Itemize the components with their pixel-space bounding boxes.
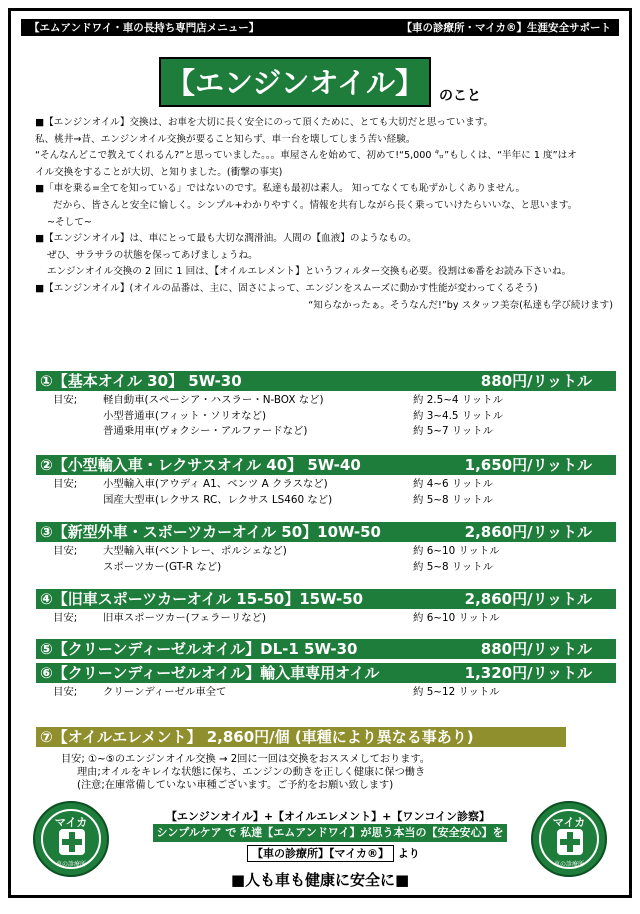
element-note: (注意;在庫常備していない車種ございます。ご予約をお願い致します) (77, 780, 394, 791)
clinic-emblem-left (33, 801, 109, 877)
menu-item-2-band (36, 455, 616, 475)
table-row (53, 560, 613, 576)
row-amount: 約 3~4.5 リットル (413, 409, 503, 422)
clinic-emblem-right (531, 801, 607, 877)
slogan-band: シンプルケア で 私達【エムアンドワイ】が思う本当の【安全安心】を (153, 824, 507, 842)
element-band-text: ⑦【オイルエレメント】 2,860円/個 (車種により異なる事あり) (40, 728, 474, 746)
row-car: クリーンディーゼル車全て (103, 686, 227, 698)
table-row (53, 611, 613, 627)
intro-line: だから、皆さんと安全に愉しく。シンプル+わかりやすく。情報を共有しながら長く乗っていけたらいいな、と思います。 (53, 199, 578, 211)
menu-item-1-band (36, 371, 616, 391)
row-label: 目安; (53, 394, 78, 406)
table-row (53, 477, 613, 493)
menu-item-name: ③【新型外車・スポーツカーオイル 50】10W-50 (40, 523, 381, 541)
intro-line: ~そして~ (47, 216, 92, 228)
row-amount: 約 5~8 リットル (413, 493, 494, 506)
menu-item-4-band (36, 589, 616, 609)
header-left: 【エムアンドワイ・車の長持ち専門店メニュー】 (29, 22, 260, 34)
menu-item-2-rows (53, 477, 613, 508)
menu-item-3-band (36, 522, 616, 542)
menu-item-7-band (36, 727, 566, 747)
intro-line: ぜひ、サラサラの状態を保ってあげましょうね。 (47, 249, 258, 261)
row-label: 目安; (53, 612, 78, 624)
page-title-suffix: のこと (439, 88, 481, 104)
intro-line: ■【エンジンオイル】交換は、お車を大切に長く安全にのって頂くために、とても大切だと思っています。 (35, 117, 494, 128)
row-amount: 約 5~8 リットル (413, 560, 494, 573)
row-car: 小型普通車(フィット・ソリオなど) (103, 409, 267, 422)
table-row (53, 544, 613, 560)
menu-item-name: ⑥【クリーンディーゼルオイル】輸入車専用オイル (40, 664, 380, 682)
cross-icon (59, 829, 85, 855)
intro-line: ■【エンジンオイル】は、車にとって最も大切な潤滑油。人間の【血液】のようなもの。 (35, 233, 417, 245)
menu-item-name: ②【小型輸入車・レクサスオイル 40】 5W-40 (40, 456, 361, 474)
row-amount: 約 4~6 リットル (413, 478, 494, 490)
intro-line: エンジンオイル交換の 2 回に 1 回は、【オイルエレメント】というフィルター交換も必要。役割は⑥番をお読み下さいね。 (47, 266, 572, 278)
menu-item-1-rows (53, 393, 613, 440)
row-amount: 約 5~12 リットル (413, 686, 500, 698)
header-bar (21, 19, 619, 36)
emblem-brand: マイカ (54, 816, 88, 829)
row-amount: 約 6~10 リットル (413, 545, 500, 557)
menu-item-price: 880円/リットル (480, 372, 592, 390)
row-amount: 約 5~7 リットル (413, 425, 494, 437)
page-title: 【エンジンオイル】 (159, 57, 431, 107)
row-car: 小型輸入車(アウディ A1、ベンツ A クラスなど) (103, 478, 328, 490)
menu-page (8, 8, 632, 898)
shop-name: 【車の診療所】【マイカ®】 (247, 845, 394, 862)
row-car: 大型輸入車(ベントレー、ポルシェなど) (103, 545, 287, 557)
intro-text (35, 115, 617, 314)
intro-line: ■「車を乗る=全てを知っている」ではないのです。私達も最初は素人。 知ってなくても恥ずかしくありません。 (35, 183, 526, 195)
row-car: 普通乗用車(ヴォクシー・アルファードなど) (103, 425, 308, 437)
health-slogan: ■人も車も健康に安全に■ (230, 871, 410, 889)
menu-item-price: 2,860円/リットル (464, 590, 592, 608)
table-row (53, 409, 613, 425)
table-row (53, 393, 613, 409)
menu-item-price: 2,860円/リットル (464, 523, 592, 541)
table-row (53, 493, 613, 509)
row-car: 国産大型車(レクサス RC、レクサス LS460 など) (103, 493, 333, 506)
element-note: 理由;オイルをキレイな状態に保ち、エンジンの動きを正しく健康に保つ働き (77, 767, 426, 778)
cross-icon (557, 829, 583, 855)
row-amount: 約 6~10 リットル (413, 612, 500, 624)
menu-item-name: ⑤【クリーンディーゼルオイル】DL-1 5W-30 (40, 640, 358, 658)
menu-item-price: 1,320円/リットル (464, 664, 592, 682)
row-car: スポーツカー(GT-R など) (103, 560, 222, 573)
intro-line: 私、桃井→昔、エンジンオイル交換が要ること知らず、車一台を壊してしまう苦い経験。 (35, 133, 416, 145)
row-label (53, 493, 103, 509)
menu-item-price: 880円/リットル (480, 640, 592, 658)
row-label: 目安; (53, 686, 78, 698)
intro-line: ■【エンジンオイル】(オイルの品番は、主に、固さによって、エンジンをスムーズに動かす性能が変わってくるそう) (35, 282, 538, 294)
emblem-brand: マイカ (552, 816, 586, 829)
shop-name-line (247, 845, 420, 861)
emblem-motto: 車の診療所 (553, 861, 584, 868)
combo-text: 【エンジンオイル】+【オイルエレメント】+【ワンコイン診察】 (165, 810, 491, 823)
intro-line: “そんなんどこで教えてくれるん?”と思っていました。。。車屋さんを始めて、初めて!“5,000 ㌔”もしくは、“半年に 1 度”はオ (35, 150, 577, 162)
element-notes (61, 753, 430, 792)
row-label (53, 560, 103, 576)
header-right: 【車の診療所・マイカ®】生涯安全サポート (401, 22, 611, 34)
table-row (53, 424, 613, 440)
intro-line: イル交換をすることが大切、と知りました。(衝撃の事実) (35, 166, 283, 178)
row-amount: 約 2.5~4 リットル (413, 394, 503, 406)
row-label: 目安; (53, 478, 78, 490)
intro-line: “知らなかったぁ。そうなんだ!”by スタッフ美奈(私達も学び続けます) (308, 299, 613, 311)
table-row (53, 685, 613, 701)
row-label (53, 409, 103, 425)
menu-item-6-rows (53, 685, 613, 701)
menu-item-name: ①【基本オイル 30】 5W-30 (40, 372, 242, 390)
menu-item-name: ④【旧車スポーツカーオイル 15-50】15W-50 (40, 590, 364, 608)
row-car: 旧車スポーツカー(フェラーリなど) (103, 612, 267, 624)
element-note: 目安; ①~⑤のエンジンオイル交換 → 2回に一回は交換をおススメしております。 (61, 754, 430, 765)
shop-suffix: より (397, 847, 420, 860)
menu-item-price: 1,650円/リットル (464, 456, 592, 474)
row-car: 軽自動車(スペーシア・ハスラー・N-BOX など) (103, 394, 324, 406)
menu-item-3-rows (53, 544, 613, 575)
row-label: 目安; (53, 545, 78, 557)
emblem-motto: 車の診療所 (55, 861, 86, 868)
menu-item-5-band (36, 639, 616, 659)
menu-item-4-rows (53, 611, 613, 627)
menu-item-6-band (36, 663, 616, 683)
row-label (53, 424, 103, 440)
